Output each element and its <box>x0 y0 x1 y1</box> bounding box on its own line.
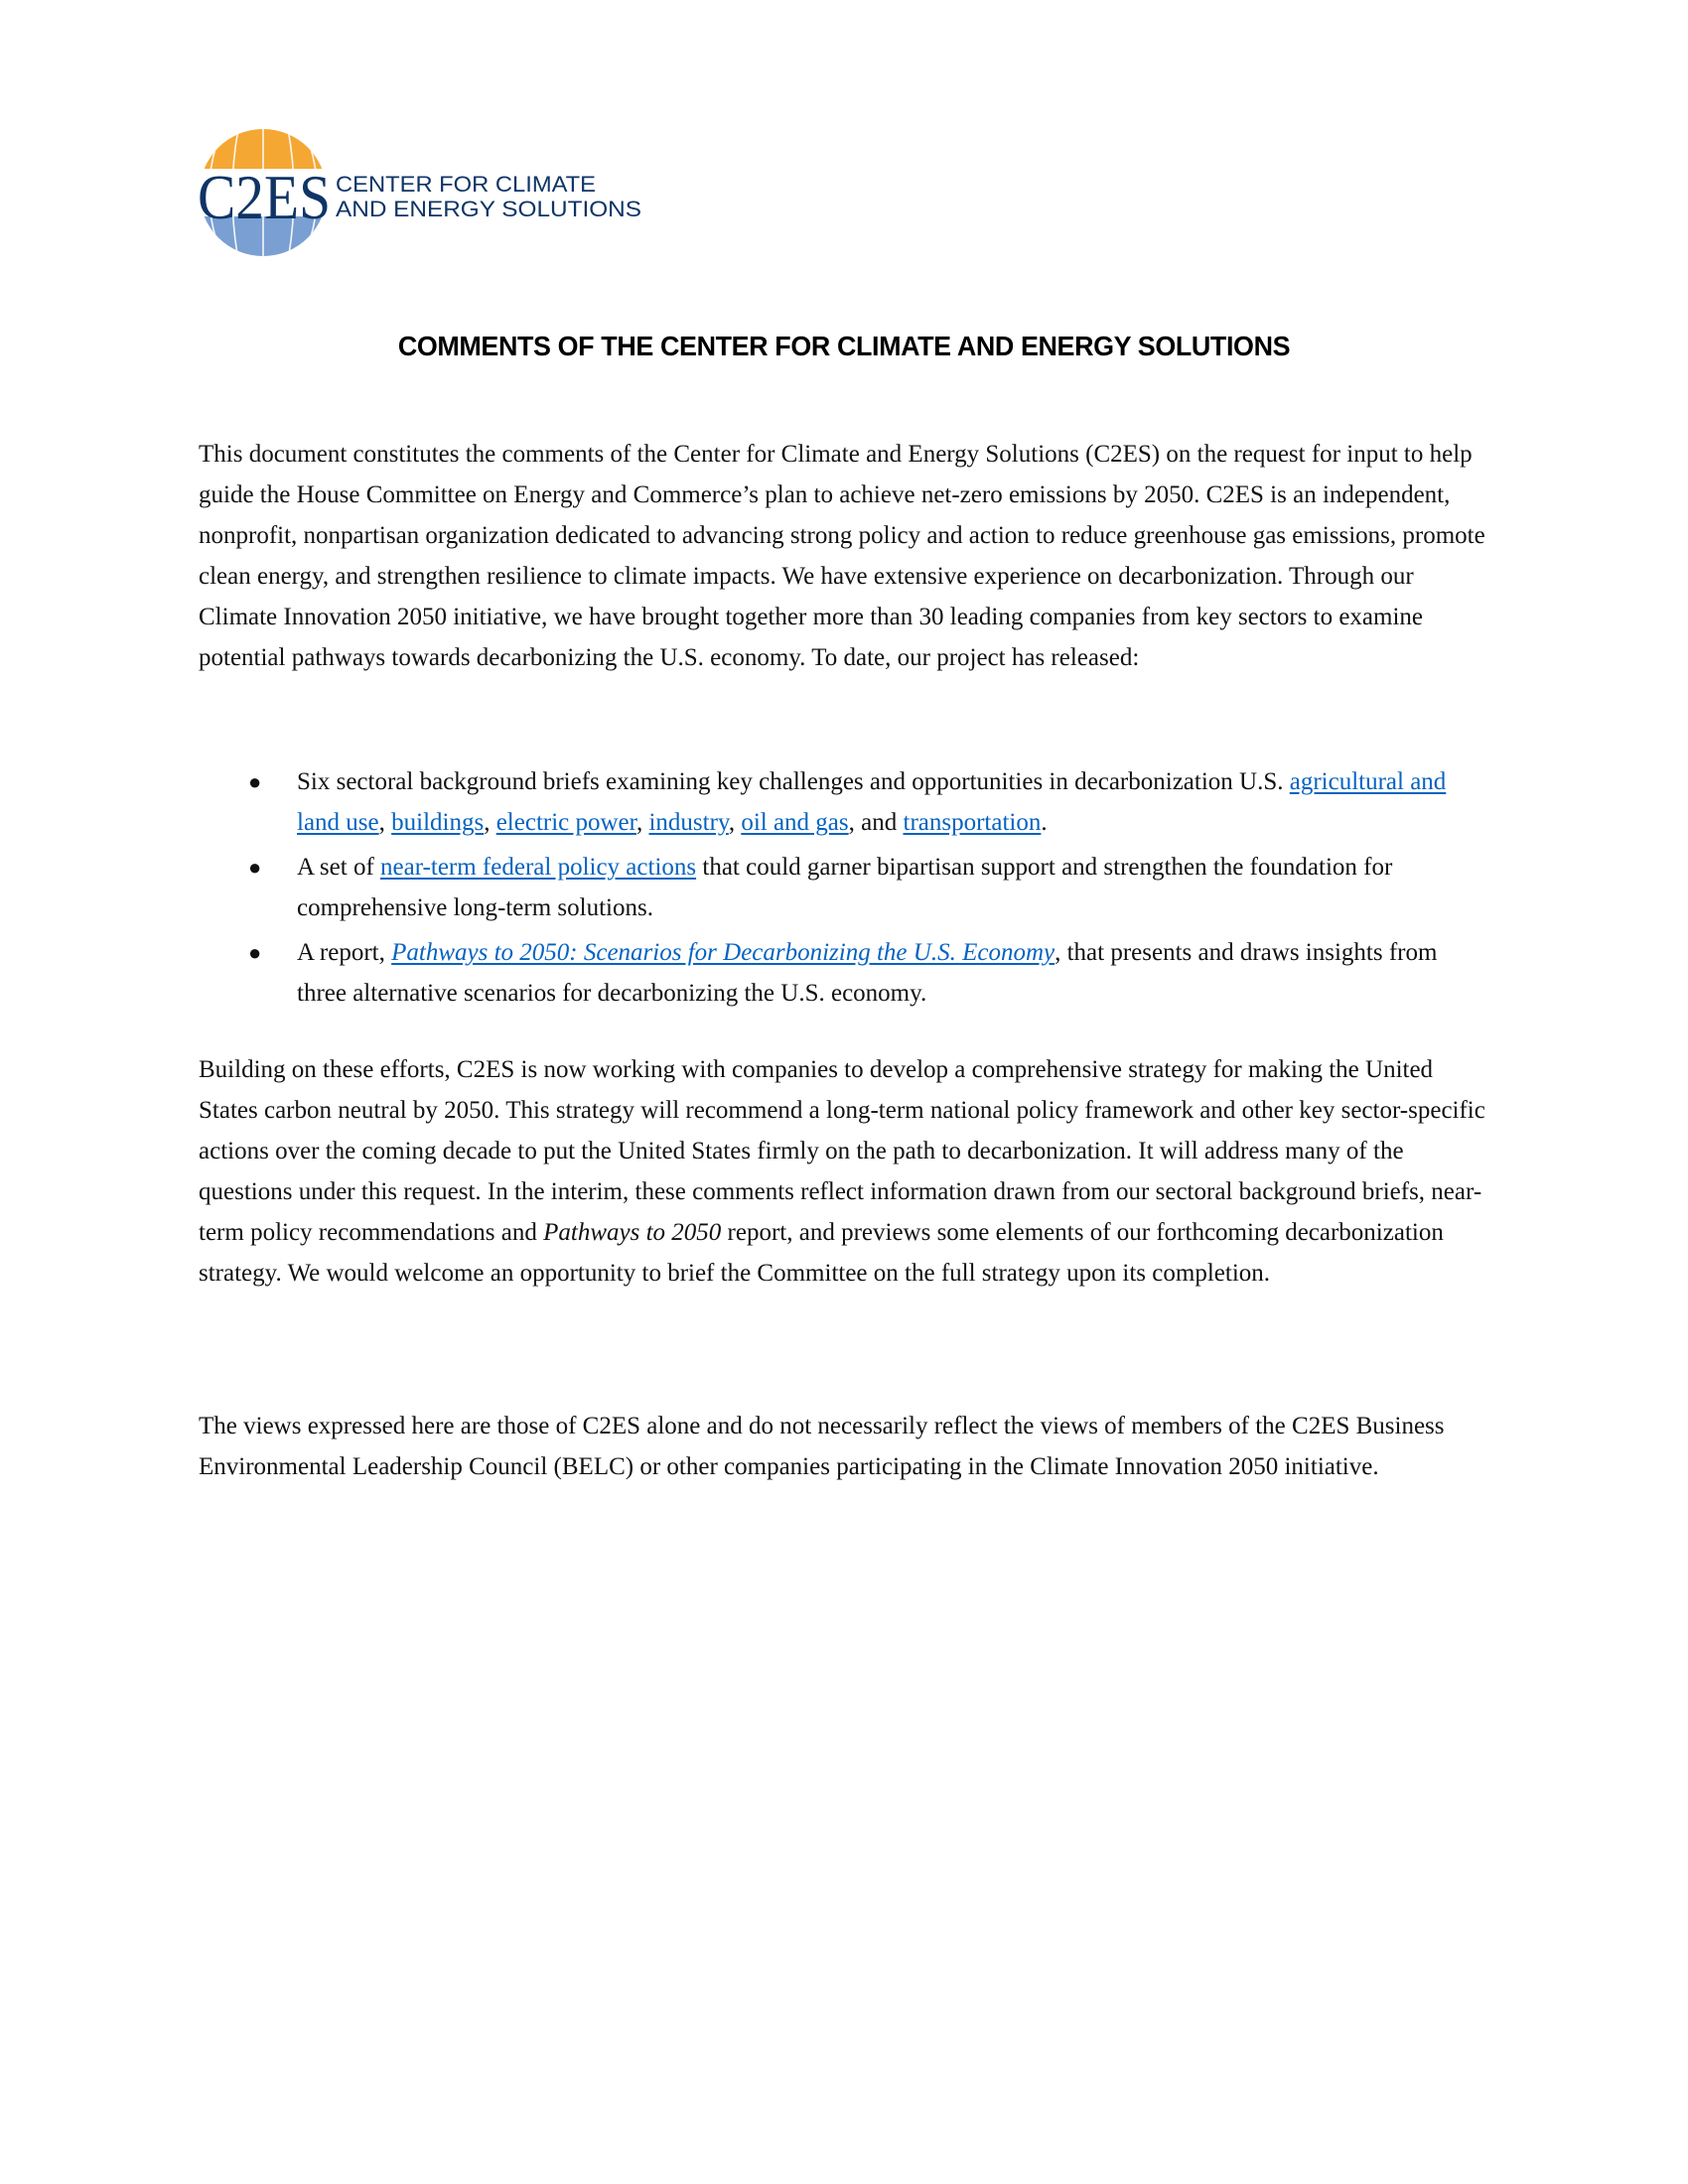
c2es-logo <box>197 125 673 264</box>
link-oil-and-gas[interactable]: oil and gas <box>741 809 849 836</box>
strategy-paragraph <box>199 1049 1489 1294</box>
item-text: Six sectoral background briefs examining key challenges and opportunities in decarbonization U.S. <box>297 768 1290 795</box>
bullet-icon: ● <box>248 769 262 794</box>
link-transportation[interactable]: transportation <box>903 809 1042 836</box>
link-agricultural-land-use[interactable]: agricultural and land use <box>297 768 1447 836</box>
item-text: . <box>1041 809 1048 836</box>
list-item <box>199 761 1489 843</box>
link-buildings[interactable]: buildings <box>391 809 485 836</box>
item-text: A report, <box>297 939 392 966</box>
logo-name-line1: CENTER FOR CLIMATE <box>336 172 596 197</box>
list-item <box>199 847 1489 928</box>
separator: , <box>728 809 742 836</box>
item-text: A set of <box>297 854 381 881</box>
link-pathways-to-2050-report[interactable]: Pathways to 2050: Scenarios for Decarbonizing the U.S. Economy <box>391 939 1055 966</box>
globe-logo-icon <box>197 125 673 264</box>
separator: , and <box>848 809 904 836</box>
link-electric-power[interactable]: electric power <box>495 809 636 836</box>
report-title-italic: Pathways to 2050 <box>543 1219 722 1246</box>
disclaimer-paragraph: The views expressed here are those of C2ES alone and do not necessarily reflect the views of members of the C2ES Business Environmental Leadership Council (BELC) or other companies participating in the Climate Innovation 2050 initiative. <box>199 1413 1445 1480</box>
link-industry[interactable]: industry <box>648 809 729 836</box>
paragraph-text: report, and previews some elements of our forthcoming decarbonization strategy. We would welcome an opportunity to brief the Committee on the full strategy upon its completion. <box>199 1219 1444 1287</box>
separator: , <box>378 809 392 836</box>
list-item <box>199 932 1489 1014</box>
intro-paragraph: This document constitutes the comments of the Center for Climate and Energy Solutions (C2ES) on the request for input to help guide the House Committee on Energy and Commerce’s plan to achieve net-zero emissions by 2050. C2ES is an independent, nonprofit, nonpartisan organization dedicated to advancing strong policy and action to reduce greenhouse gas emissions, promote clean energy, and strengthen resilience to climate impacts. We have extensive experience on decarbonization. Through our Climate Innovation 2050 initiative, we have brought together more than 30 leading companies from key sectors to examine potential pathways towards decarbonizing the U.S. economy. To date, our project has released: <box>199 441 1485 671</box>
item-text: that could garner bipartisan support and strengthen the foundation for comprehensive long-term solutions. <box>297 854 1393 921</box>
logo-acronym: C2ES <box>198 162 331 232</box>
bullet-icon: ● <box>248 855 262 880</box>
bullet-icon: ● <box>248 940 262 965</box>
released-items-list <box>199 761 1489 1018</box>
separator: , <box>484 809 496 836</box>
link-near-term-policy-actions[interactable]: near-term federal policy actions <box>380 854 697 881</box>
separator: , <box>635 809 649 836</box>
item-text: , that presents and draws insights from three alternative scenarios for decarbonizing the U.S. economy. <box>297 939 1438 1007</box>
logo-name-line2: AND ENERGY SOLUTIONS <box>336 197 641 221</box>
document-title: COMMENTS OF THE CENTER FOR CLIMATE AND ENERGY SOLUTIONS <box>397 331 1291 361</box>
paragraph-text: Building on these efforts, C2ES is now working with companies to develop a comprehensive strategy for making the United States carbon neutral by 2050. This strategy will recommend a long-term national policy framework and other key sector-specific actions over the coming decade to put the United States firmly on the path to decarbonization. It will address many of the questions under this request. In the interim, these comments reflect information drawn from our sectoral background briefs, near-term policy recommendations and <box>199 1056 1485 1246</box>
